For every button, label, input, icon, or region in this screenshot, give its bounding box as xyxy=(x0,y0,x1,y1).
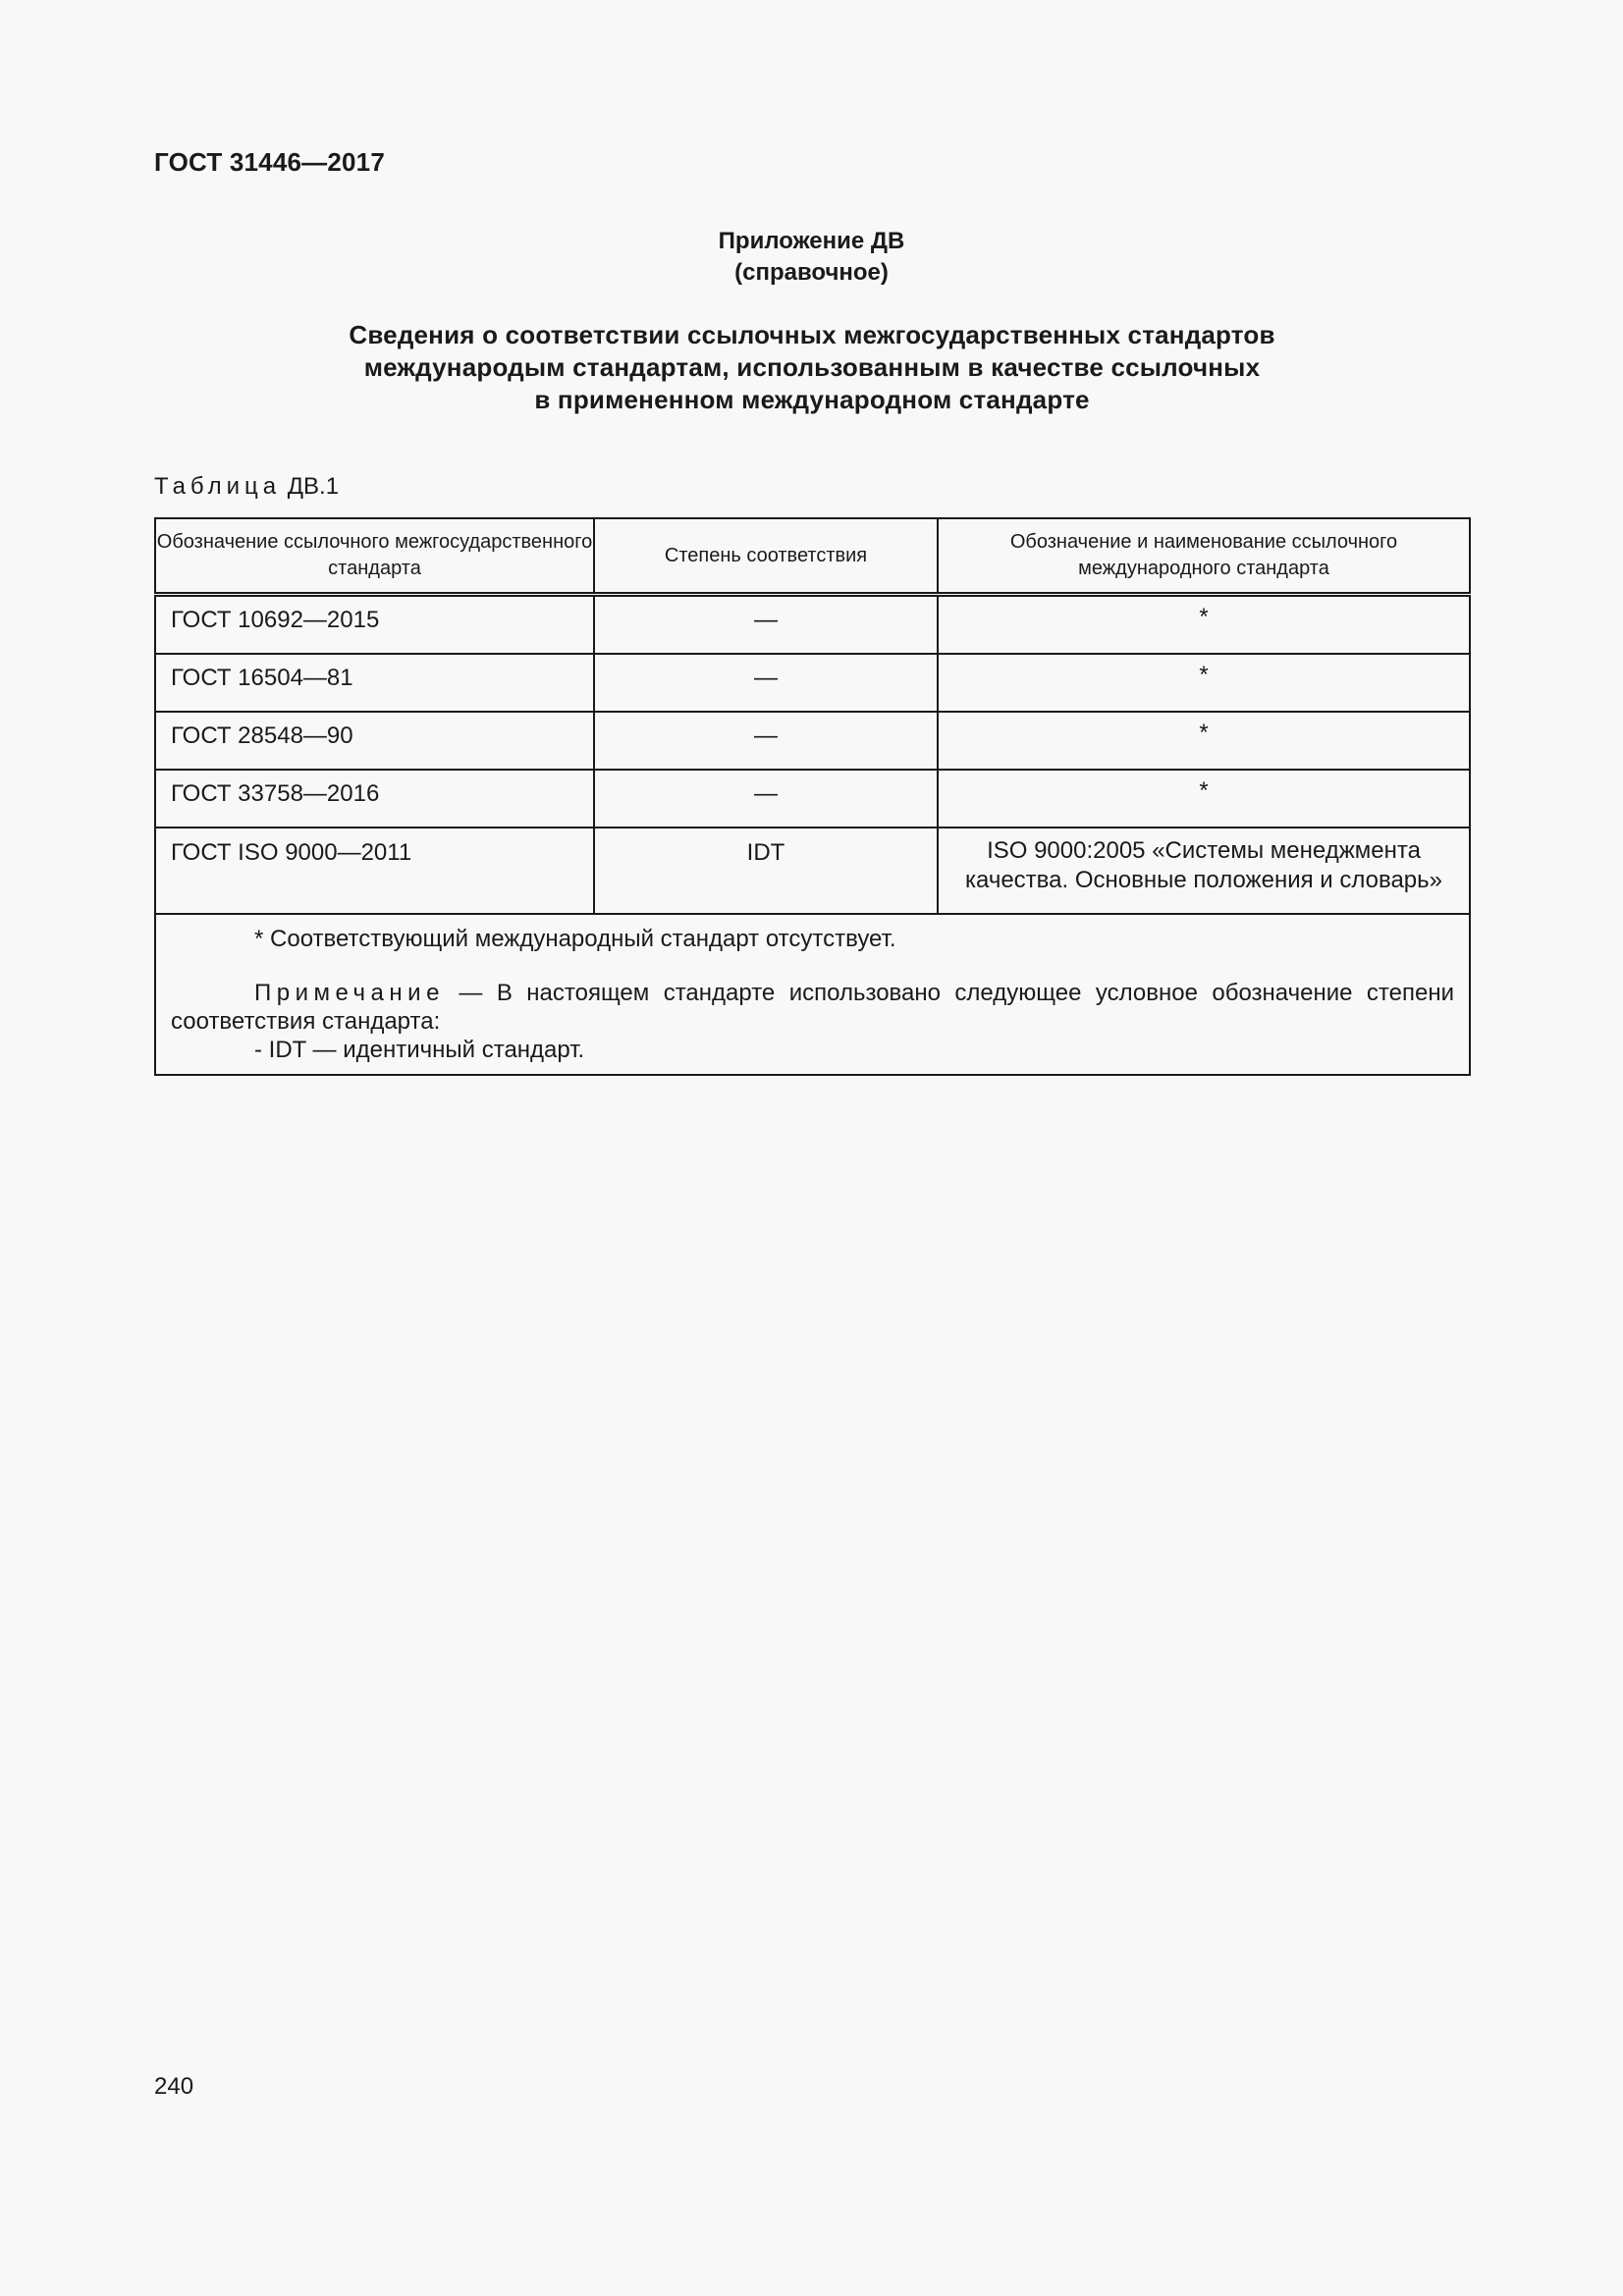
international-cell: ISO 9000:2005 «Системы менеджмента качества. Основные положения и словарь» xyxy=(938,828,1470,914)
international-cell: * xyxy=(938,654,1470,712)
standard-cell: ГОСТ ISO 9000—2011 xyxy=(155,828,594,914)
international-cell: * xyxy=(938,712,1470,770)
column-header: Степень соответствия xyxy=(594,518,938,595)
table-row xyxy=(155,770,1470,828)
title-line: международым стандартам, использованным в качестве ссылочных xyxy=(363,352,1261,382)
note-label: Примечание xyxy=(254,980,445,1006)
table-caption-word: Таблица xyxy=(154,473,282,500)
title-line: Сведения о соответствии ссылочных межгосударственных стандартов xyxy=(349,320,1275,349)
table-caption-number: ДВ.1 xyxy=(287,473,340,500)
column-header: Обозначение ссылочного межгосударственного стандарта xyxy=(155,518,594,595)
reference-standards-table xyxy=(154,517,1471,1076)
standard-cell: ГОСТ 16504—81 xyxy=(155,654,594,712)
table-notes-row xyxy=(155,914,1470,1075)
table-header-row xyxy=(155,518,1470,595)
document-code: ГОСТ 31446—2017 xyxy=(154,147,385,177)
degree-cell: — xyxy=(594,654,938,712)
table-caption xyxy=(154,473,339,501)
table-row xyxy=(155,595,1470,655)
standard-cell: ГОСТ 10692—2015 xyxy=(155,595,594,655)
international-cell: * xyxy=(938,595,1470,655)
international-cell: * xyxy=(938,770,1470,828)
degree-cell: IDT xyxy=(594,828,938,914)
table-notes-cell xyxy=(155,914,1470,1075)
table-row xyxy=(155,654,1470,712)
standard-cell: ГОСТ 33758—2016 xyxy=(155,770,594,828)
table-row xyxy=(155,828,1470,914)
note-text: — В настоящем стандарте использовано следующее условное обозначение степени соответствия стандарта: xyxy=(171,980,1454,1035)
degree-cell: — xyxy=(594,712,938,770)
annex-title xyxy=(154,319,1470,416)
degree-cell: — xyxy=(594,770,938,828)
annex-label: Приложение ДВ xyxy=(718,228,905,254)
table-row xyxy=(155,712,1470,770)
table-footnote: * Соответствующий международный стандарт отсутствует. xyxy=(254,926,896,952)
page-number: 240 xyxy=(154,2073,194,2100)
column-header: Обозначение и наименование ссылочного международного стандарта xyxy=(938,518,1470,595)
note-list-item: - IDT — идентичный стандарт. xyxy=(254,1037,585,1063)
annex-heading xyxy=(0,226,1623,289)
title-line: в примененном международном стандарте xyxy=(534,385,1090,414)
degree-cell: — xyxy=(594,595,938,655)
annex-kind: (справочное) xyxy=(734,259,889,286)
standard-cell: ГОСТ 28548—90 xyxy=(155,712,594,770)
table-note xyxy=(171,979,1454,1036)
